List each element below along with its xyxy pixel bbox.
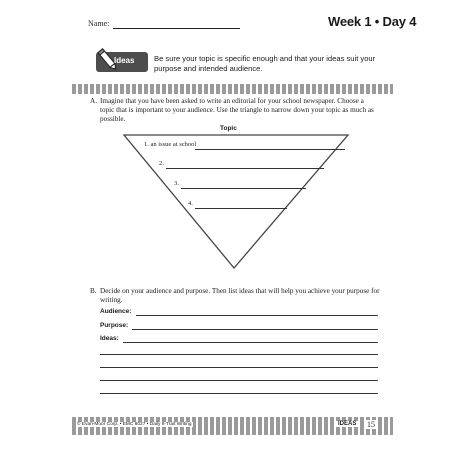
triangle-title: Topic [220,125,237,132]
purpose-line[interactable] [132,329,378,330]
ideas-badge-label: Ideas [114,56,135,65]
tip-text: Be sure your topic is specific enough and that your ideas suit your purpose and intended audience. [154,54,376,73]
section-b-letter: B. [90,287,97,295]
triangle-item-3: 3. [174,180,179,187]
footer-copyright: © Evan-Moor Corp. • EMC 6027 • Daily 6-Trait Writing [77,422,192,427]
name-label: Name: [88,19,110,28]
section-a-text: Imagine that you have been asked to write an editorial for your school newspaper. Choose a topic that is important to your audience. Use the triangle to narrow down your topic as much as possible. [100,97,374,123]
triangle-item-4: 4. [188,200,193,207]
ideas-label: Ideas: [100,335,119,342]
name-line[interactable] [113,28,240,29]
top-stripe-divider [72,84,393,94]
page-title: Week 1 • Day 4 [328,14,417,29]
audience-label: Audience: [100,308,132,315]
triangle-line-2[interactable] [166,168,324,169]
page-number: 15 [367,420,375,429]
triangle-item-1: 1. an issue at school [144,141,197,148]
triangle-line-3[interactable] [181,188,306,189]
triangle-line-4[interactable] [195,208,287,209]
section-b-text: Decide on your audience and purpose. Then list ideas that will help you achieve your purpose for writing. [100,287,380,304]
ideas-line-3[interactable] [100,367,378,368]
section-a-prompt [90,97,380,124]
triangle-line-1[interactable] [195,149,345,150]
purpose-label: Purpose: [100,322,129,329]
ideas-line-5[interactable] [100,393,378,394]
section-b-prompt [90,287,380,305]
section-a-letter: A. [90,97,97,105]
footer-section: IDEAS [338,421,357,427]
ideas-line-2[interactable] [100,354,378,355]
ideas-line-1[interactable] [123,342,378,343]
triangle-item-2: 2. [159,160,164,167]
topic-triangle [120,132,352,272]
ideas-line-4[interactable] [100,380,378,381]
audience-line[interactable] [136,315,378,316]
